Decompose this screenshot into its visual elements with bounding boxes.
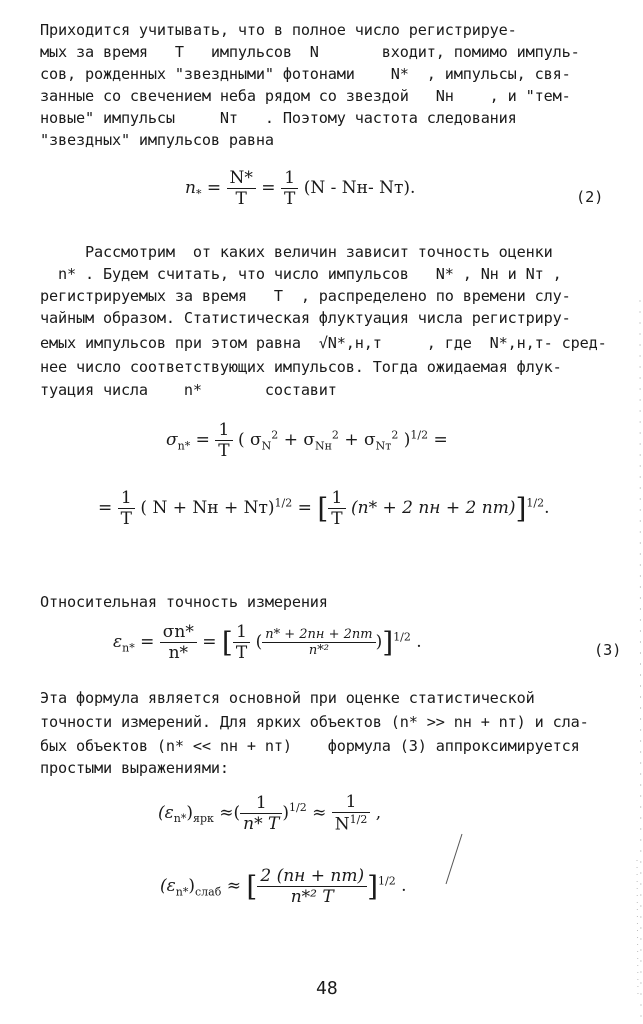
eq3-lhs-sub: n* — [122, 641, 135, 655]
sigma-frac-num: 1 — [218, 420, 230, 440]
sigma2-equals-2: = — [297, 498, 312, 518]
sigma-term-3-sup: 2 — [391, 428, 399, 442]
text-line: простыми выражениями: — [40, 759, 229, 777]
sigma-formula-line-1 — [166, 420, 448, 461]
text-line: сов, рожденных "звездными" фотонами N* , импульсы, свя- — [40, 65, 571, 83]
sigma2-frac — [118, 488, 135, 529]
eq2-frac1-den: T — [227, 188, 256, 209]
eq2-equals-2: = — [261, 178, 276, 198]
bright-formula: $(\varepsilon_{n*})_{ярк}$ ≈( $\frac{1}{n* T}$ )$^{1/2}$ ≈ $\frac{1}{N^{1/2}}$ , — [158, 792, 382, 835]
page-number: 48 — [316, 978, 338, 999]
sigma2-body: ( N + Nн + Nт) — [140, 498, 275, 518]
sigma2-frac2 — [328, 488, 345, 529]
sigma-term-2: + σ — [283, 430, 315, 450]
sigma-term-1-sup: 2 — [271, 428, 279, 442]
bright-lhs-close: ) — [186, 802, 193, 823]
text-line: Рассмотрим от каких величин зависит точность оценки — [40, 243, 553, 261]
eq3-big-frac-den: n*² — [262, 642, 375, 658]
faint-frac — [257, 866, 367, 907]
text-line: Приходится учитывать, что в полное число регистрируе- — [40, 21, 517, 39]
eq2-lhs: n — [185, 178, 196, 198]
sigma-equals: = — [195, 430, 210, 450]
sigma2-frac2-den: T — [328, 508, 345, 529]
sigma2-open-bracket: [ — [317, 492, 329, 525]
text-line: чайным образом. Статистическая флуктуация числа регистриру- — [40, 309, 571, 327]
eq2-frac1 — [227, 168, 256, 209]
eq3-lhs: ε — [113, 632, 123, 652]
eq2-equals: = — [206, 178, 222, 198]
sigma-frac-den: T — [215, 440, 232, 461]
eq3-open-bracket: [ — [221, 626, 233, 659]
sigma2-equals: = — [98, 498, 113, 518]
sigma-term-3-sub: Nт — [375, 439, 392, 453]
sigma-lhs: σ — [166, 430, 178, 450]
eq2-frac2-den: T — [281, 188, 298, 209]
text-line: мых за время T импульсов N входит, помимо импуль- — [40, 43, 580, 61]
sigma2-power-2: 1/2 — [526, 496, 545, 510]
sigma-tail: = — [433, 430, 448, 450]
sigma-term-3: + σ — [344, 430, 376, 450]
eq3-big-frac-num: n* + 2nн + 2nт — [265, 627, 373, 642]
eq3-frac-den: n* — [160, 642, 197, 663]
eq3-equals-2: = — [202, 632, 217, 652]
bright-approx: ≈ — [219, 802, 234, 823]
bright-lhs-sub-2: ярк — [193, 812, 214, 826]
sigma2-close-bracket: ] — [515, 492, 527, 525]
text-line: нее число соответствующих импульсов. Тогда ожидаемая флук- — [40, 358, 562, 376]
eq3-inner-frac-den: T — [233, 642, 250, 663]
equation-3: $\varepsilon_{n*}$ = $\frac{\sigma n*}{n*}$ = [ $\frac{1}{T}$ ( $\frac{n* + 2nн + 2nт}{\text{n*²}}$ )]$^{1/2}$ . — [113, 622, 422, 663]
faint-power: 1/2 — [378, 874, 396, 888]
sigma-term-1: ( σ — [238, 430, 262, 450]
bright-power: 1/2 — [289, 801, 307, 815]
bright-approx-2: ≈ — [312, 802, 327, 823]
text-line: Эта формула является основной при оценке статистической — [40, 689, 535, 707]
equation-2-number: (2) — [576, 188, 604, 206]
text-line: емых импульсов при этом равна √N*,н,т , где N*,н,т- сред- — [40, 334, 607, 352]
faint-frac-den: n*² T — [257, 886, 367, 907]
faint-lhs-sub: n* — [175, 885, 189, 899]
sigma2-tail: . — [544, 498, 550, 518]
text-line: бых объектов (n* << nн + nт) формула (3) аппроксимируется — [40, 737, 580, 755]
text-line: регистрируемых за время T , распределено по времени слу- — [40, 287, 571, 305]
faint-lhs-sub-2: слаб — [195, 885, 222, 899]
sigma2-frac-den: T — [118, 508, 135, 529]
eq3-big-frac — [262, 627, 375, 658]
eq2-frac2 — [281, 168, 298, 209]
bright-frac-den: n* T — [240, 813, 282, 834]
eq3-inner-frac-num: 1 — [236, 622, 247, 642]
sigma-power: 1/2 — [410, 428, 429, 442]
scan-edge-noise — [628, 0, 643, 1024]
sigma2-frac-num: 1 — [120, 488, 132, 508]
eq3-power: 1/2 — [393, 630, 411, 644]
eq3-inner-frac — [233, 622, 250, 663]
sigma-term-2-sup: 2 — [331, 428, 339, 442]
text-line: новые" импульсы Nт . Поэтому частота следования — [40, 109, 517, 127]
bright-frac2-den — [332, 812, 371, 835]
sigma2-frac2-num: 1 — [331, 488, 343, 508]
eq2-frac1-num: N* — [229, 168, 253, 188]
text-line: туация числа n* составит — [40, 381, 337, 399]
bright-frac2-den-base: N — [334, 814, 350, 835]
bright-frac2-den-sup: 1/2 — [349, 813, 368, 826]
text-line: точности измерений. Для ярких объектов (n* >> nн + nт) и сла- — [40, 713, 589, 731]
faint-formula — [160, 866, 407, 907]
sigma2-body-2: (n* + 2 nн + 2 nт) — [351, 498, 516, 518]
bright-tail: , — [375, 802, 382, 823]
text-line: "звездных" импульсов равна — [40, 131, 274, 149]
sigma-formula-line-2 — [98, 488, 550, 529]
bright-frac2-num: 1 — [345, 792, 357, 812]
sigma-close: ) — [403, 430, 411, 450]
bright-lhs-sub: n* — [173, 812, 187, 826]
eq2-lhs-sub: * — [195, 187, 202, 201]
faint-lhs: (ε — [160, 876, 176, 896]
faint-tail: . — [401, 876, 407, 896]
faint-frac-num: 2 (nн + nт) — [260, 866, 365, 886]
sigma-term-1-sub: N — [261, 439, 272, 453]
bright-lhs: (ε — [158, 802, 174, 823]
equation-3-number: (3) — [594, 641, 622, 659]
text-line: Относительная точность измерения — [40, 593, 328, 611]
pen-stroke-mark — [440, 830, 470, 890]
eq2-frac2-num: 1 — [284, 168, 296, 188]
sigma-lhs-sub: n* — [177, 439, 191, 453]
eq3-frac — [160, 622, 197, 663]
sigma-frac — [215, 420, 232, 461]
sigma2-power: 1/2 — [274, 496, 293, 510]
bright-frac-num: 1 — [255, 792, 267, 813]
sigma-term-2-sub: Nн — [314, 439, 332, 453]
faint-lhs-close: ) — [188, 876, 195, 896]
bright-frac — [240, 793, 282, 834]
bright-frac-2 — [332, 792, 371, 835]
faint-close-bracket: ] — [367, 870, 379, 903]
eq3-frac-num: σn* — [162, 622, 194, 642]
faint-open-bracket: [ — [246, 870, 258, 903]
equation-2 — [185, 168, 415, 209]
text-line: n* . Будем считать, что число импульсов N* , Nн и Nт , — [40, 265, 562, 283]
eq3-equals: = — [140, 632, 155, 652]
eq3-tail: . — [416, 632, 422, 652]
faint-approx: ≈ — [226, 876, 241, 896]
text-line: занные со свечением неба рядом со звездой Nн , и "тем- — [40, 87, 571, 105]
eq2-body: (N - Nн- Nт). — [303, 178, 416, 198]
eq3-close-bracket: ] — [382, 626, 394, 659]
